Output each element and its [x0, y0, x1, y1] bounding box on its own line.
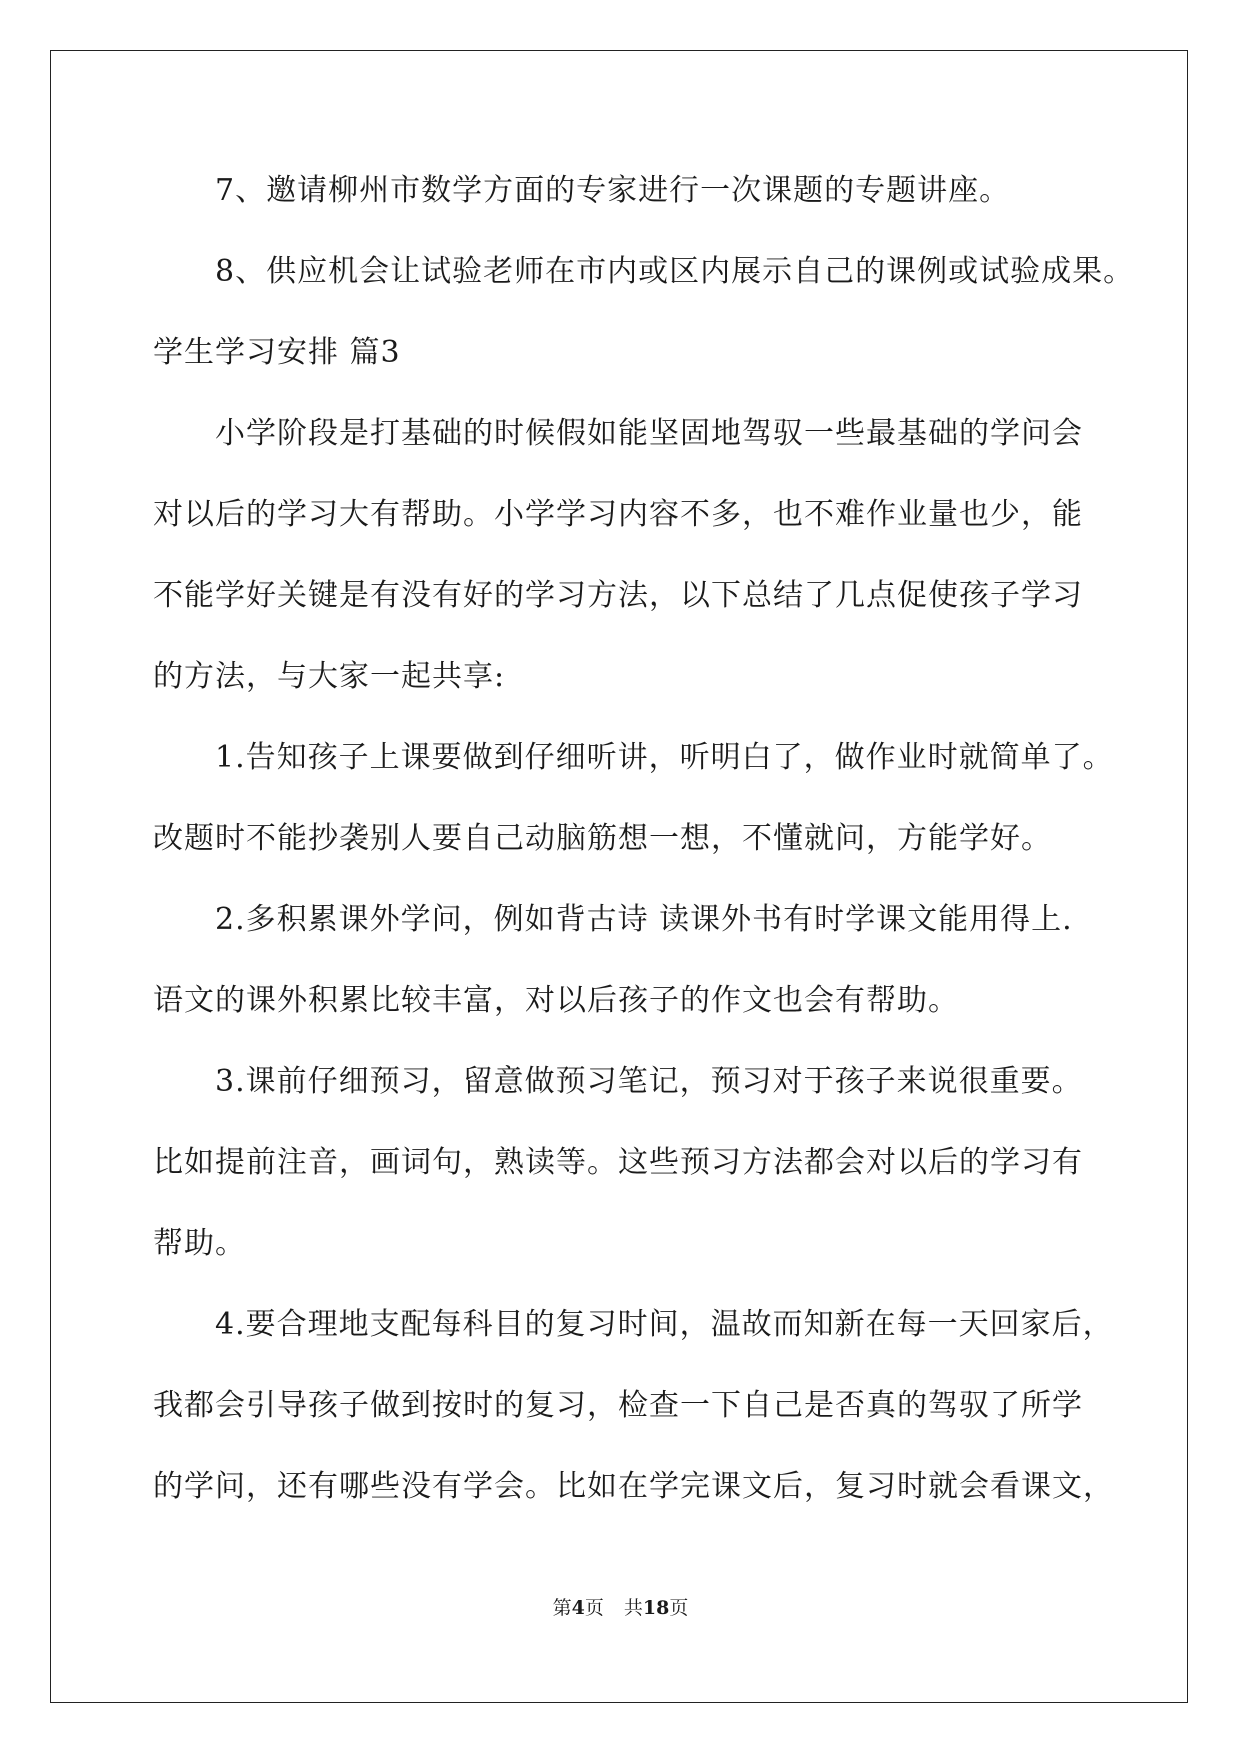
page-footer [0, 1594, 1241, 1622]
page-prefix: 第 [552, 1597, 572, 1619]
text-line: 改题时不能抄袭别人要自己动脑筋想一想，不懂就问，方能学好。 [153, 821, 1052, 856]
text-line: 的方法，与大家一起共享: [153, 659, 506, 694]
document-body [153, 150, 1153, 1527]
total-pages: 18 [642, 1597, 670, 1619]
total-suffix: 页 [669, 1597, 689, 1619]
text-line: 不能学好关键是有没有好的学习方法，以下总结了几点促使孩子学习 [153, 578, 1083, 613]
text-line: 的学问，还有哪些没有学会。比如在学完课文后，复习时就会看课文， [153, 1469, 1114, 1504]
text-line: 2.多积累课外学问，例如背古诗 读课外书有时学课文能用得上. [215, 902, 1073, 937]
text-line: 7、邀请柳州市数学方面的专家进行一次课题的专题讲座。 [215, 173, 1011, 208]
text-line: 对以后的学习大有帮助。小学学习内容不多，也不难作业量也少，能 [153, 497, 1083, 532]
section-heading: 学生学习安排 篇3 [153, 335, 401, 370]
text-line: 3.课前仔细预习，留意做预习笔记，预习对于孩子来说很重要。 [215, 1064, 1083, 1099]
text-line: 小学阶段是打基础的时候假如能坚固地驾驭一些最基础的学问会 [215, 416, 1083, 451]
text-line: 我都会引导孩子做到按时的复习，检查一下自己是否真的驾驭了所学 [153, 1388, 1083, 1423]
text-line: 1.告知孩子上课要做到仔细听讲，听明白了，做作业时就简单了。 [215, 740, 1114, 775]
total-prefix: 共 [623, 1597, 643, 1619]
text-line: 4.要合理地支配每科目的复习时间，温故而知新在每一天回家后， [215, 1307, 1114, 1342]
text-line: 8、供应机会让试验老师在市内或区内展示自己的课例或试验成果。 [215, 254, 1135, 289]
text-line: 帮助。 [153, 1226, 246, 1261]
text-line: 比如提前注音，画词句，熟读等。这些预习方法都会对以后的学习有 [153, 1145, 1083, 1180]
page-number: 4 [571, 1597, 585, 1619]
page-suffix: 页 [584, 1597, 604, 1619]
text-line: 语文的课外积累比较丰富，对以后孩子的作文也会有帮助。 [153, 983, 959, 1018]
